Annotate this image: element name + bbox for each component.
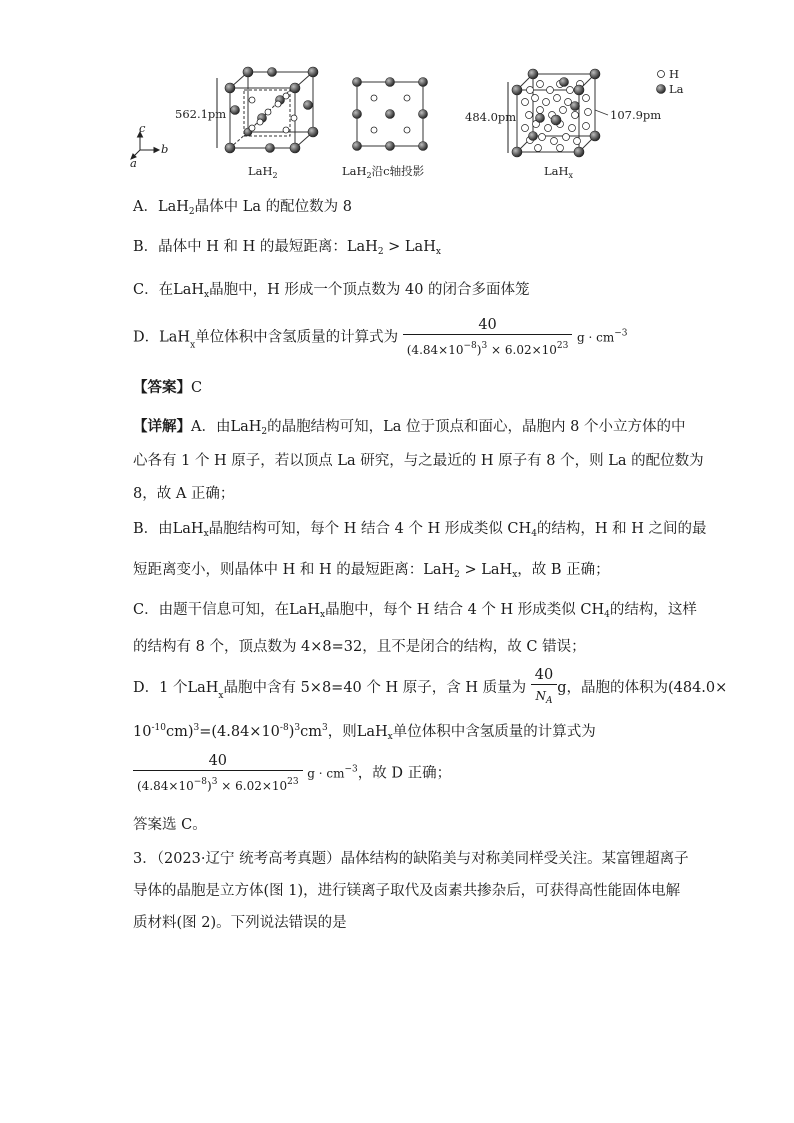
detail-line-9: $10^{-10}cm)^3=(4.84\times 10^{-8})^3cm^3$，则LaH$_x$单位体积中含氢质量的计算式为 [133, 723, 596, 742]
legend-h-marker [658, 71, 665, 78]
question3-line-2: 导体的晶胞是立方体(图 1)，进行镁离子取代及卤素共掺杂后，可获得高性能固体电解 [133, 883, 681, 899]
axis-a-label: a [130, 156, 137, 170]
axis-c-label: c [139, 121, 146, 135]
lahx-dimension-label: 484.0pm [465, 110, 517, 124]
axis-indicator [131, 132, 159, 159]
lahx-caption: LaH$_x$ [544, 164, 574, 180]
detail-fraction: $\frac{40}{(4.84\times 10^{-8})^3 \times 6.02\times 10^{23}}$ [133, 752, 303, 795]
option-d: D．LaH$_x$单位体积中含氢质量的计算式为 $\frac{40}{(4.84\times 10^{-8})^3 \times 6.02\times 10^{23}}$ $g \cdot cm^{-3}$ [133, 317, 628, 357]
lah2-unit-cell [175, 67, 318, 153]
lah2-caption: LaH$_2$ [248, 164, 278, 180]
detail-line-2: 心各有 1 个 H 原子，若以顶点 La 研究，与之最近的 H 原子有 8 个，则 La 的配位数为 [133, 453, 704, 469]
question3-line-1: 3．（2023·辽宁 统考高考真题）晶体结构的缺陷美与对称美同样受关注。某富锂超离子 [133, 851, 689, 867]
lahx-hh-distance-label: 107.9pm [610, 108, 662, 122]
lah2-dimension-label: 562.1pm [175, 107, 227, 121]
detail-line-7: 的结构有 8 个，顶点数为 4×8=32，且不是闭合的结构，故 C 错误； [133, 639, 586, 655]
legend-h-label: H [669, 67, 680, 81]
option-c: C．在LaH$_x$晶胞中，H 形成一个顶点数为 40 的闭合多面体笼 [133, 282, 530, 300]
detail-line-10: $\frac{40}{(4.84\times 10^{-8})^3 \times 6.02\times 10^{23}}$ $g \cdot cm^{-3}$，故 D 正确； [133, 752, 451, 795]
detail-line-8: D．1 个LaH$_x$晶胞中含有 5×8=40 个 H 原子，含 H 质量为 $\frac{40}{N_A}$ g，晶胞的体积为(484.0× [133, 666, 727, 710]
question3-line-3: 质材料(图 2)。下列说法错误的是 [133, 915, 347, 931]
detail-line-4: B．由LaH$_x$晶胞结构可知，每个 H 结合 4 个 H 形成类似 $CH_4$的结构，H 和 H 之间的最 [133, 521, 707, 539]
option-a: A．LaH$_2$晶体中 La 的配位数为 8 [133, 199, 352, 217]
crystal-structure-figure [120, 60, 700, 185]
hydrogen-mass-fraction: $\frac{40}{N_A}$ [531, 666, 557, 710]
detail-line-5: 短距离变小，则晶体中 H 和 H 的最短距离：LaH$_2$ > LaH$_x$，故 B 正确； [133, 562, 610, 580]
legend-la-label: La [669, 82, 684, 96]
option-b: B．晶体中 H 和 H 的最短距离：LaH$_2$ > LaH$_x$ [133, 239, 441, 257]
detail-line-6: C．由题干信息可知，在LaH$_x$晶胞中，每个 H 结合 4 个 H 形成类似 $CH_4$的结构，这样 [133, 602, 697, 620]
projection-caption: LaH$_2$沿c轴投影 [342, 164, 425, 180]
option-d-fraction: $\frac{40}{(4.84\times 10^{-8})^3 \times 6.02\times 10^{23}}$ [403, 316, 573, 359]
legend-la-marker [657, 85, 666, 94]
lah2-projection [353, 78, 428, 151]
axis-b-label: b [161, 142, 169, 156]
answer-line: 【答案】C [133, 379, 203, 396]
figure-legend [657, 67, 684, 96]
lahx-unit-cell [465, 69, 661, 157]
detail-line-1: 【详解】A．由LaH$_2$的晶胞结构可知，La 位于顶点和面心，晶胞内 8 个小立方体的中 [133, 418, 686, 437]
detail-line-3: 8，故 A 正确； [133, 486, 235, 502]
detail-line-11: 答案选 C。 [133, 817, 207, 833]
